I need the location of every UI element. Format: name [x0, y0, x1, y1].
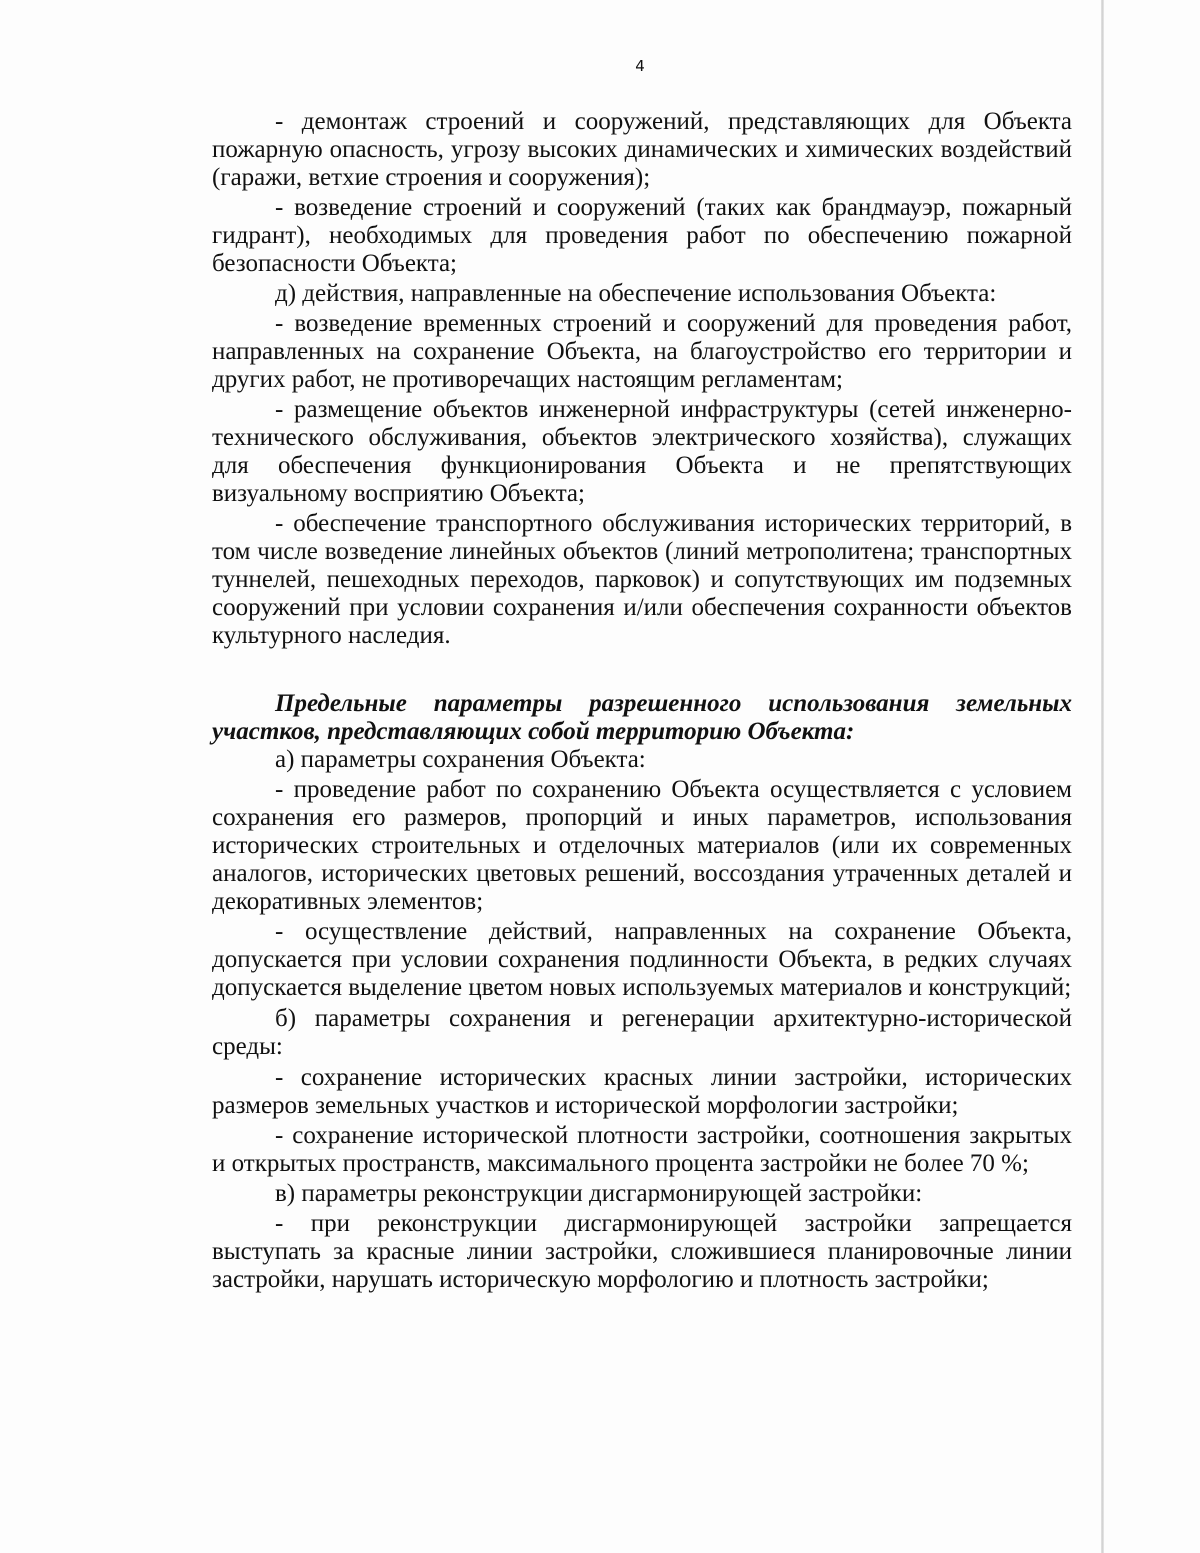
paragraph-authenticity: - осуществление действий, направленных на сохранение Объекта, допускается при условии сохранения подлинности Объекта, в редких случаях допускается выделение цветом новых используемых материалов и конструкций;: [212, 918, 1072, 1001]
page-edge: [1101, 0, 1104, 1553]
paragraph-density: - сохранение исторической плотности застройки, соотношения закрытых и открытых пространств, максимального процента застройки не более 70 %;: [212, 1122, 1072, 1177]
paragraph-reconstruction-params: в) параметры реконструкции дисгармонирующей застройки:: [275, 1180, 923, 1207]
document-body: [212, 108, 1072, 1294]
paragraph-usage-actions: д) действия, направленные на обеспечение использования Объекта:: [275, 280, 997, 307]
section-heading: Предельные параметры разрешенного использования земельных участков, представляющих собой территорию Объекта:: [212, 690, 1072, 745]
paragraph-preservation-params: а) параметры сохранения Объекта:: [275, 746, 646, 773]
paragraph-regeneration-params: б) параметры сохранения и регенерации архитектурно-исторической среды:: [212, 1005, 1072, 1060]
paragraph-transport: - обеспечение транспортного обслуживания исторических территорий, в том числе возведение линейных объектов (линий метрополитена; транспортных туннелей, пешеходных переходов, парковок) и сопутствующих им подземных сооружений при условии сохранения и/или обеспечения сохранности объектов культурного наследия.: [212, 510, 1072, 649]
paragraph-infrastructure: - размещение объектов инженерной инфраструктуры (сетей инженерно- технического обслуживания, объектов электрического хозяйства), служащих для обеспечения функционирования Объекта и не препятствующих визуальному восприятию Объекта;: [212, 396, 1072, 507]
paragraph-reconstruction-rules: - при реконструкции дисгармонирующей застройки запрещается выступать за красные линии застройки, сложившиеся планировочные линии застройки, нарушать историческую морфологию и плотность застройки;: [212, 1210, 1072, 1293]
paragraph-fire-structures: - возведение строений и сооружений (таких как брандмауэр, пожарный гидрант), необходимых для проведения работ по обеспечению пожарной безопасности Объекта;: [212, 194, 1072, 277]
paragraph-preservation-works: - проведение работ по сохранению Объекта осуществляется с условием сохранения его размеров, пропорций и иных параметров, использования исторических строительных и отделочных материалов (или их современных аналогов, исторических цветовых решений, воссоздания утраченных деталей и декоративных элементов;: [212, 776, 1072, 915]
paragraph-red-lines: - сохранение исторических красных линии застройки, исторических размеров земельных участков и исторической морфологии застройки;: [212, 1064, 1072, 1119]
page-number: 4: [635, 57, 645, 75]
paragraph-temporary-structures: - возведение временных строений и сооружений для проведения работ, направленных на сохранение Объекта, на благоустройство его территории и других работ, не противоречащих настоящим регламентам;: [212, 310, 1072, 393]
paragraph-demolition: - демонтаж строений и сооружений, представляющих для Объекта пожарную опасность, угрозу высоких динамических и химических воздействий (гаражи, ветхие строения и сооружения);: [212, 108, 1072, 191]
